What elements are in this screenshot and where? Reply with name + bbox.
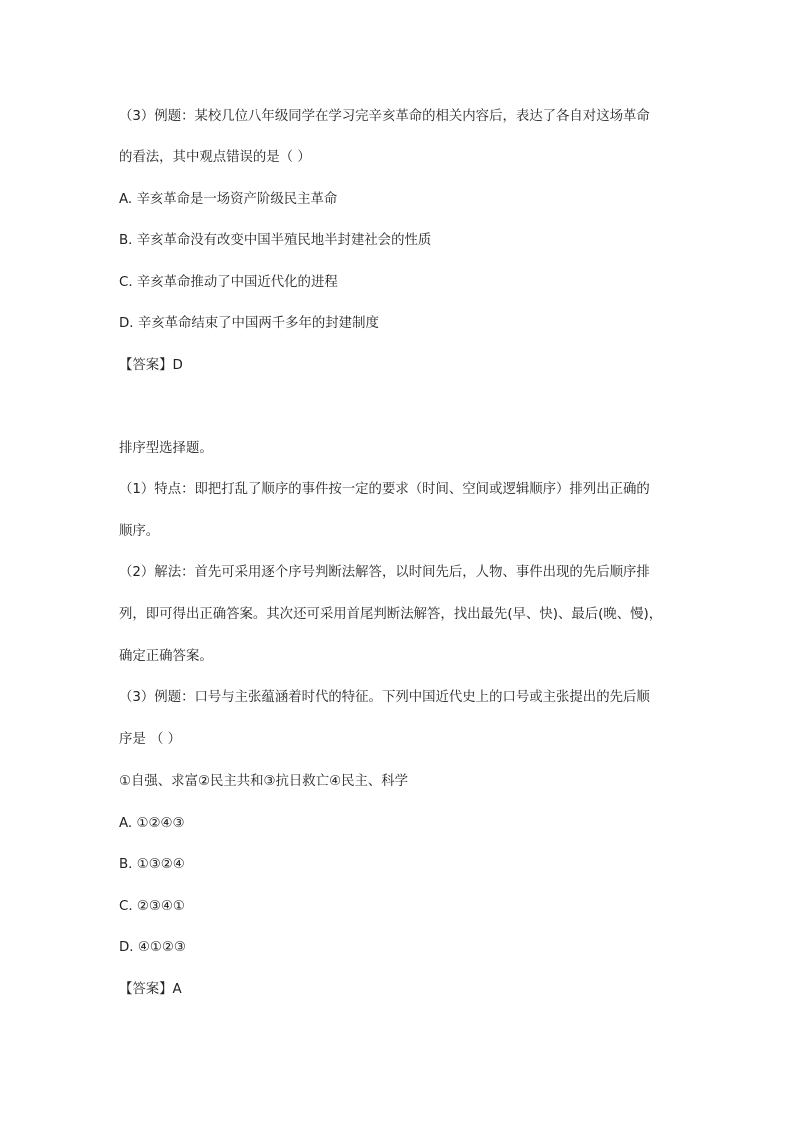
question-text-line-2: 的看法，其中观点错误的是（ ）	[119, 150, 311, 165]
option-d: D. ④①②③	[119, 940, 186, 955]
feature-text-line-2: 顺序。	[119, 524, 160, 539]
example-text-line-1: （3）例题：口号与主张蕴涵着时代的特征。下列中国近代史上的口号或主张提出的先后顺	[119, 690, 650, 705]
question-text-line-1: （3）例题：某校几位八年级同学在学习完辛亥革命的相关内容后，表达了各自对这场革命	[119, 109, 650, 124]
method-text-line-2: 列，即可得出正确答案。其次还可采用首尾判断法解答，找出最先(早、快)、最后(晚、慢)，	[119, 607, 663, 622]
answer-label: 【答案】D	[119, 358, 183, 373]
method-text-line-3: 确定正确答案。	[119, 649, 213, 664]
answer-label: 【答案】A	[119, 982, 182, 997]
feature-text-line-1: （1）特点：即把打乱了顺序的事件按一定的要求（时间、空间或逻辑顺序）排列出正确的	[119, 482, 650, 497]
option-b: B. 辛亥革命没有改变中国半殖民地半封建社会的性质	[119, 233, 432, 248]
items-list: ①自强、求富②民主共和③抗日救亡④民主、科学	[119, 774, 409, 789]
option-a: A. ①②④③	[119, 816, 185, 831]
section-heading: 排序型选择题。	[119, 441, 213, 456]
method-text-line-1: （2）解法：首先可采用逐个序号判断法解答，以时间先后，人物、事件出现的先后顺序排	[119, 565, 650, 580]
example-text-line-2: 序是 （ ）	[119, 732, 182, 747]
option-d: D. 辛亥革命结束了中国两千多年的封建制度	[119, 316, 379, 331]
option-b: B. ①③②④	[119, 857, 185, 872]
option-a: A. 辛亥革命是一场资产阶级民主革命	[119, 192, 338, 207]
option-c: C. 辛亥革命推动了中国近代化的进程	[119, 275, 338, 290]
option-c: C. ②③④①	[119, 899, 185, 914]
